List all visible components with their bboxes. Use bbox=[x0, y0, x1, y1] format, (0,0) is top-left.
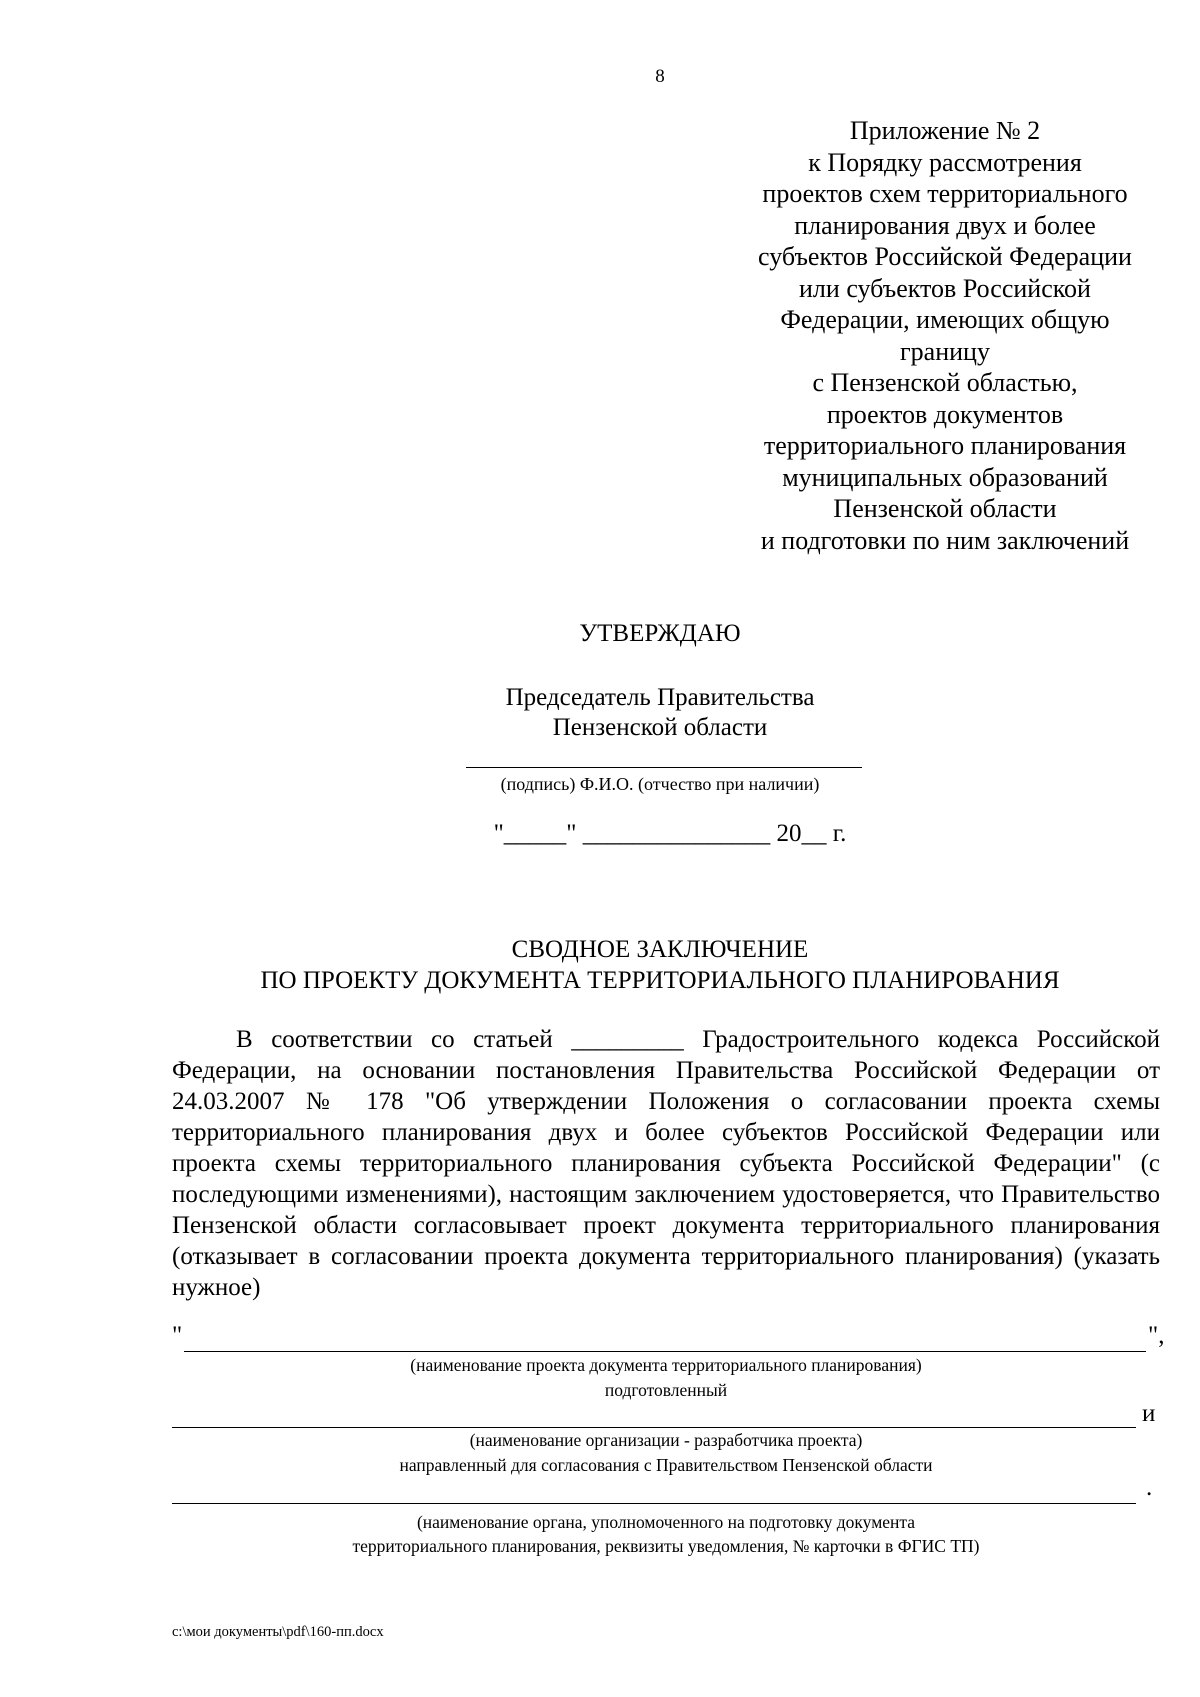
appendix-line: проектов документов bbox=[826, 399, 1064, 429]
body-paragraph-block bbox=[172, 1024, 1160, 1303]
project-name-line bbox=[184, 1351, 1146, 1352]
appendix-line: Пензенской области bbox=[833, 494, 1057, 523]
approval-title: УТВЕРЖДАЮ bbox=[579, 620, 741, 647]
appendix-line: проектов схем территориального bbox=[762, 179, 1128, 208]
sent-label: направленный для согласования с Правительством Пензенской области bbox=[399, 1455, 933, 1475]
appendix-header bbox=[700, 115, 1190, 556]
appendix-line: Приложение № 2 bbox=[849, 116, 1041, 145]
approver-block bbox=[440, 683, 880, 743]
footer-file-path: c:\мои документы\pdf\160-пп.docx bbox=[172, 1624, 384, 1640]
approver-region: Пензенской области bbox=[552, 714, 768, 741]
approver-position: Председатель Правительства bbox=[505, 684, 815, 711]
page-number: 8 bbox=[655, 66, 665, 87]
appendix-line: планирования двух и более bbox=[794, 210, 1096, 240]
prepared-label: подготовленный bbox=[604, 1380, 728, 1400]
organization-caption: (наименование организации - разработчика проекта) bbox=[469, 1430, 863, 1450]
appendix-line: или субъектов Российской bbox=[799, 273, 1091, 303]
appendix-line: границу bbox=[900, 336, 990, 366]
document-title-line2: ПО ПРОЕКТУ ДОКУМЕНТА ТЕРРИТОРИАЛЬНОГО ПЛАНИРОВАНИЯ bbox=[260, 967, 1060, 994]
signature-line bbox=[466, 767, 862, 768]
project-close-quote: ", bbox=[1148, 1322, 1165, 1349]
organization-suffix: и bbox=[1142, 1400, 1156, 1427]
authorized-body-suffix: . bbox=[1146, 1474, 1153, 1501]
project-name-caption: (наименование проекта документа территориального планирования) bbox=[410, 1355, 922, 1375]
appendix-line: муниципальных образований bbox=[782, 462, 1108, 492]
appendix-line: с Пензенской областью, bbox=[812, 368, 1078, 397]
signature-caption: (подпись) Ф.И.О. (отчество при наличии) bbox=[500, 774, 820, 794]
document-title bbox=[150, 934, 1170, 996]
authorized-body-caption-line1: (наименование органа, уполномоченного на подготовку документа bbox=[416, 1512, 916, 1532]
appendix-line: и подготовки по ним заключений bbox=[760, 525, 1130, 555]
project-open-quote: " bbox=[172, 1322, 183, 1349]
document-title-line1: СВОДНОЕ ЗАКЛЮЧЕНИЕ bbox=[511, 936, 809, 963]
approval-date-line: "_____" _______________ 20__ г. bbox=[493, 820, 847, 847]
body-paragraph: В соответствии со статьей _________ Градостроительного кодекса Российской Федерации, на основании постановления Правительства Российской Федерации от 24.03.2007 № 178 "Об утверждении Положения о согласовании проекта схемы территориального планирования двух и более субъектов Российской Федерации или проекта схемы территориального планирования субъекта Российской Федерации" (с последующими изменениями), настоящим заключением удостоверяется, что Правительство Пензенской области согласовывает проект документа территориального планирования (отказывает в согласовании проекта документа территориального планирования) (указать нужное) bbox=[172, 1026, 1160, 1301]
appendix-line: субъектов Российской Федерации bbox=[758, 242, 1132, 271]
appendix-line: территориального планирования bbox=[763, 431, 1127, 460]
authorized-body-caption-line2: территориального планирования, реквизиты уведомления, № карточки в ФГИС ТП) bbox=[352, 1536, 980, 1556]
authorized-body-line bbox=[172, 1503, 1136, 1504]
appendix-line: Федерации, имеющих общую bbox=[780, 305, 1110, 334]
appendix-line: к Порядку рассмотрения bbox=[808, 147, 1082, 177]
